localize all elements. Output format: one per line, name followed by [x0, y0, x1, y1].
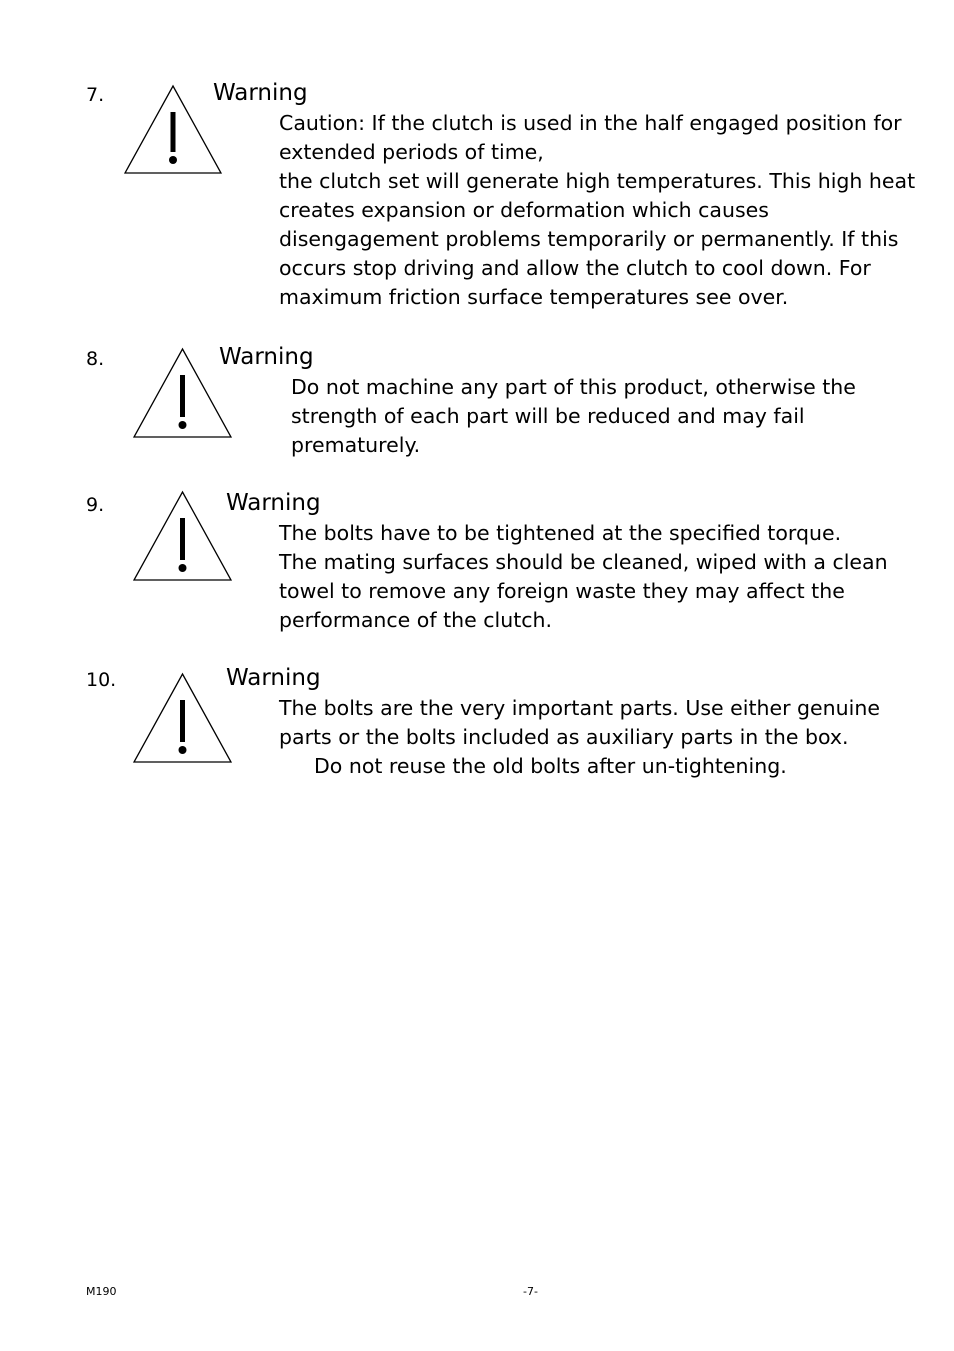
warning-7-number: 7.: [86, 84, 105, 106]
warning-9-line-3: towel to remove any foreign waste they may affect the: [279, 579, 845, 603]
warning-10-heading: Warning: [226, 665, 321, 691]
warning-9-number: 9.: [86, 494, 105, 516]
warning-10-line-2: parts or the bolts included as auxiliary parts in the box.: [279, 725, 849, 749]
warning-7-heading: Warning: [213, 80, 308, 106]
warning-9-line-4: performance of the clutch.: [279, 608, 553, 632]
warning-9-line-2: The mating surfaces should be cleaned, wiped with a clean: [279, 550, 888, 574]
warning-10-line-3: Do not reuse the old bolts after un-tightening.: [314, 754, 787, 778]
warning-9-caution-icon: [133, 490, 232, 581]
warning-7-line-5: disengagement problems temporarily or permanently. If this: [279, 227, 899, 251]
warning-9-line-1: The bolts have to be tightened at the specified torque.: [279, 521, 842, 545]
warning-7-line-3: the clutch set will generate high temperatures. This high heat: [279, 169, 916, 193]
footer-page-number: -7-: [523, 1285, 538, 1298]
warning-7-caution-icon: [124, 84, 222, 174]
warning-8-heading: Warning: [219, 344, 314, 370]
warning-7-line-6: occurs stop driving and allow the clutch to cool down. For: [279, 256, 871, 280]
warning-10-caution-icon: [133, 672, 232, 763]
warning-8-line-2: strength of each part will be reduced and may fail: [291, 404, 805, 428]
footer-model: M190: [86, 1285, 117, 1298]
warning-8-line-1: Do not machine any part of this product, otherwise the: [291, 375, 856, 399]
warning-8-number: 8.: [86, 348, 105, 370]
warning-7-line-1: Caution: If the clutch is used in the half engaged position for: [279, 111, 902, 135]
warning-9-heading: Warning: [226, 490, 321, 516]
warning-7-line-2: extended periods of time,: [279, 140, 544, 164]
warning-8-line-3: prematurely.: [291, 433, 421, 457]
warning-7-line-4: creates expansion or deformation which causes: [279, 198, 769, 222]
warning-7-line-7: maximum friction surface temperatures see over.: [279, 285, 789, 309]
warning-10-number: 10.: [86, 669, 117, 691]
warning-8-caution-icon: [133, 347, 232, 438]
warning-10-line-1: The bolts are the very important parts. Use either genuine: [279, 696, 880, 720]
